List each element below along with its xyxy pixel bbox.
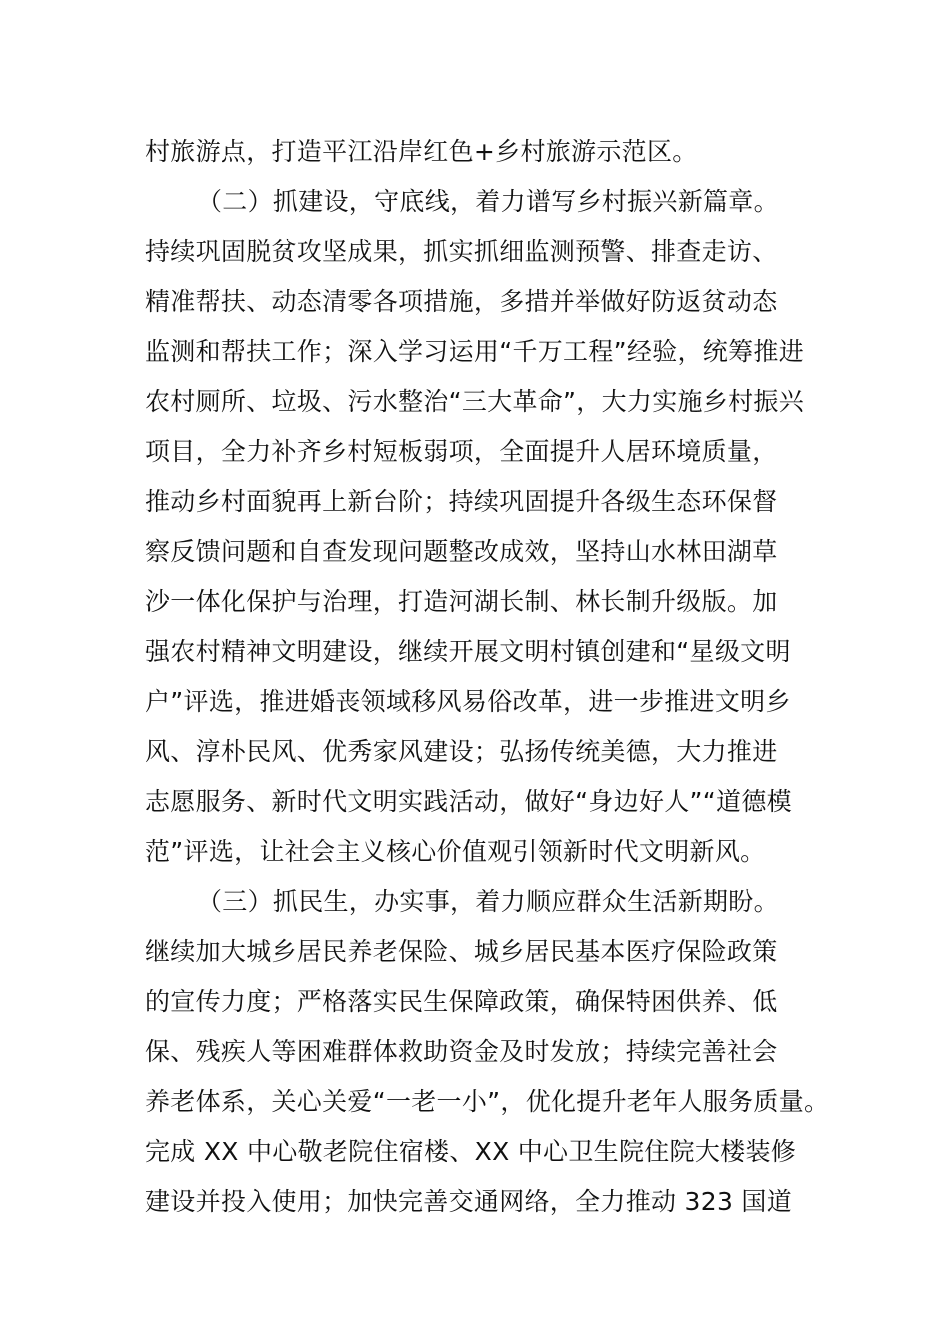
text-line: 完成 XX 中心敬老院住宿楼、XX 中心卫生院住院大楼装修 [145, 1137, 797, 1166]
text-line: 继续加大城乡居民养老保险、城乡居民基本医疗保险政策 [145, 937, 778, 966]
text-line: 察反馈问题和自查发现问题整改成效，坚持山水林田湖草 [145, 537, 778, 566]
text-line: 范”评选，让社会主义核心价值观引领新时代文明新风。 [145, 837, 766, 866]
text-line: 精准帮扶、动态清零各项措施，多措并举做好防返贫动态 [145, 287, 778, 316]
section-heading-2: （二）抓建设，守底线，着力谱写乡村振兴新篇章。 [197, 187, 779, 216]
text-line: 农村厕所、垃圾、污水整治“三大革命”，大力实施乡村振兴 [145, 387, 805, 416]
text-line: 沙一体化保护与治理，打造河湖长制、林长制升级版。加 [145, 587, 778, 616]
text-line: 持续巩固脱贫攻坚成果，抓实抓细监测预警、排查走访、 [145, 237, 778, 266]
text-line: 监测和帮扶工作；深入学习运用“千万工程”经验，统筹推进 [145, 337, 805, 366]
text-line: 的宣传力度；严格落实民生保障政策，确保特困供养、低 [145, 987, 778, 1016]
text-line: 推动乡村面貌再上新台阶；持续巩固提升各级生态环保督 [145, 487, 778, 516]
text-line: 志愿服务、新时代文明实践活动，做好“身边好人”“道德模 [145, 787, 792, 816]
body-text [145, 127, 830, 1227]
text-line: 风、淳朴民风、优秀家风建设；弘扬传统美德，大力推进 [145, 737, 778, 766]
text-line: 保、残疾人等困难群体救助资金及时发放；持续完善社会 [145, 1037, 778, 1066]
text-line: 户”评选，推进婚丧领域移风易俗改革，进一步推进文明乡 [145, 687, 791, 716]
text-line: 项目，全力补齐乡村短板弱项，全面提升人居环境质量， [145, 437, 778, 466]
text-line: 强农村精神文明建设，继续开展文明村镇创建和“星级文明 [145, 637, 791, 666]
section-heading-3: （三）抓民生，办实事，着力顺应群众生活新期盼。 [197, 887, 779, 916]
text-line: 养老体系，关心关爱“一老一小”，优化提升老年人服务质量。 [145, 1087, 830, 1116]
text-line: 建设并投入使用；加快完善交通网络，全力推动 323 国道 [145, 1187, 793, 1216]
text-line: 村旅游点，打造平江沿岸红色+乡村旅游示范区。 [145, 137, 698, 166]
